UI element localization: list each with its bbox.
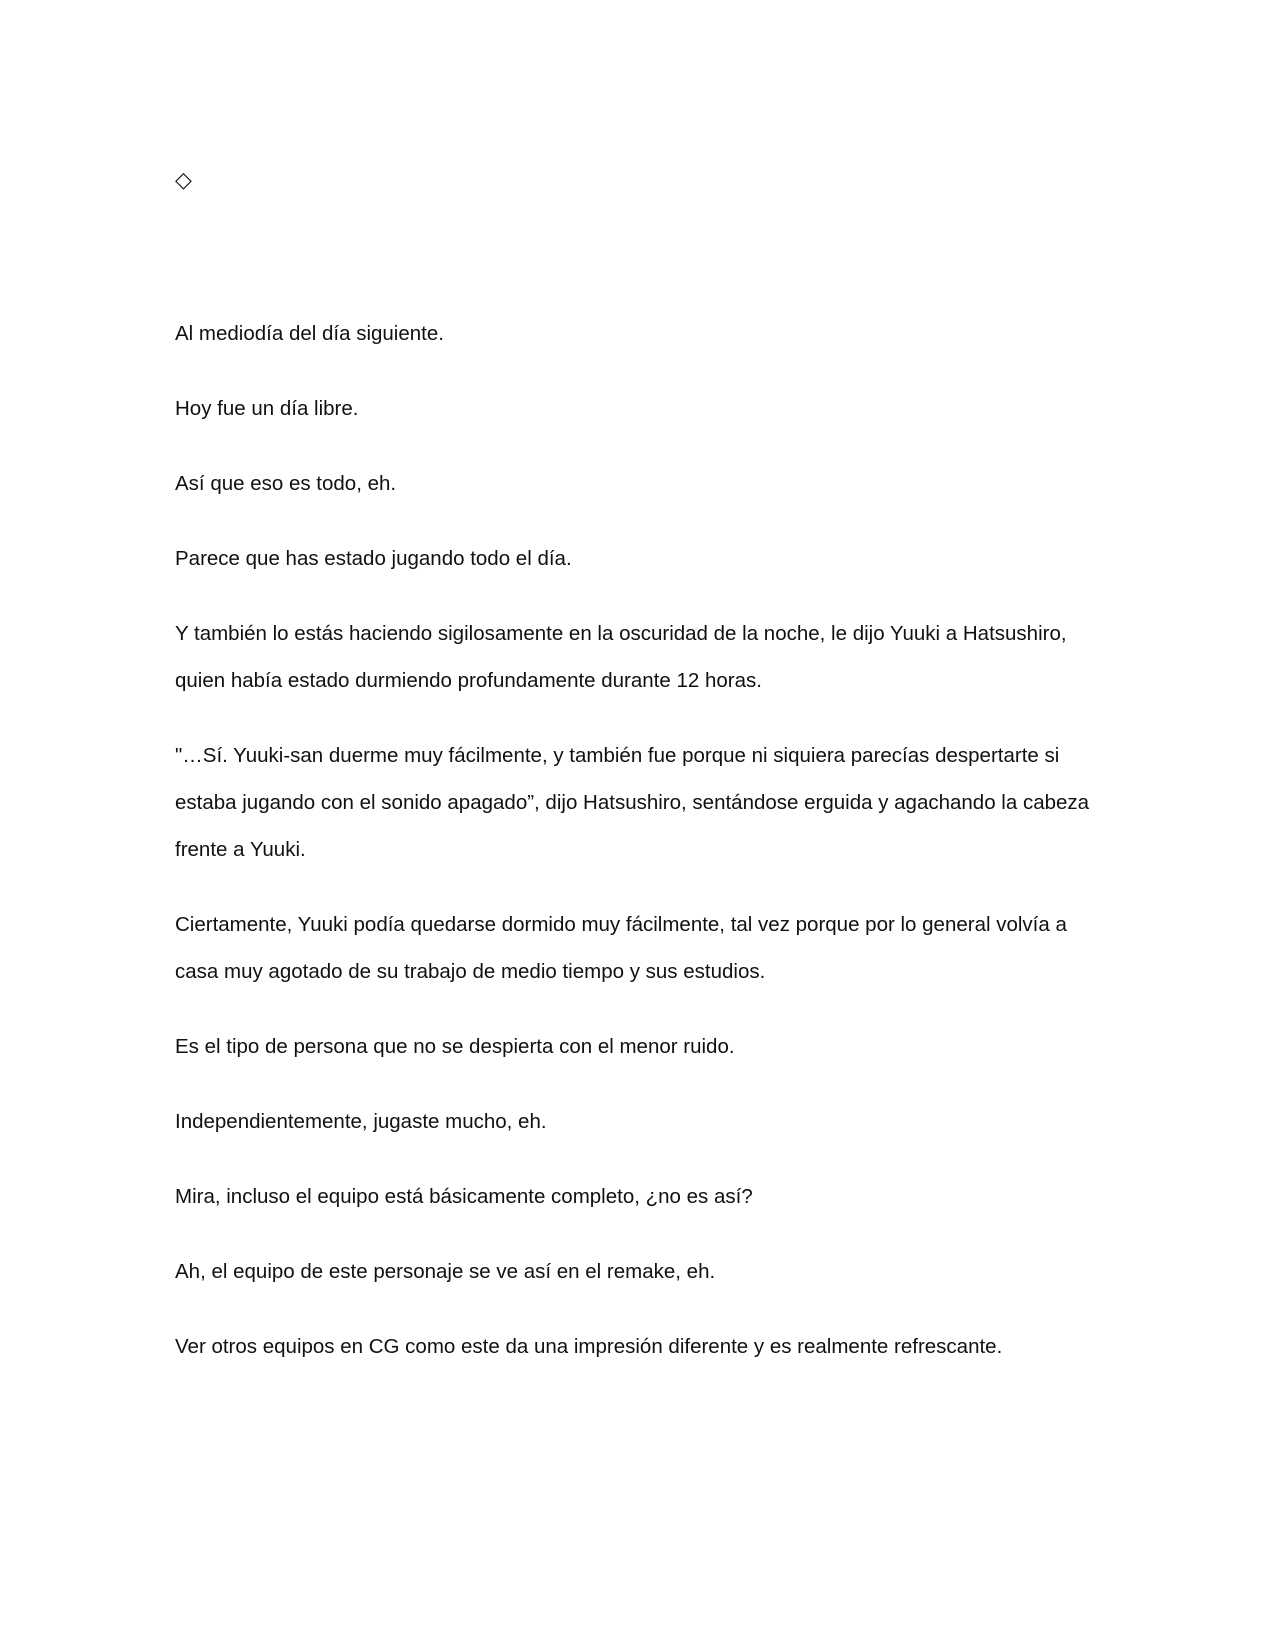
paragraph: Y también lo estás haciendo sigilosamente en la oscuridad de la noche, le dijo Yuuki a Hatsushiro, quien había estado durmiendo profundamente durante 12 horas. — [175, 622, 1067, 692]
paragraph: Parece que has estado jugando todo el día. — [175, 547, 572, 570]
paragraph: Ah, el equipo de este personaje se ve así en el remake, eh. — [175, 1260, 716, 1283]
paragraph: Mira, incluso el equipo está básicamente completo, ¿no es así? — [175, 1185, 753, 1208]
paragraph: Independientemente, jugaste mucho, eh. — [175, 1110, 547, 1133]
document-body — [175, 310, 1095, 1398]
paragraph: Ver otros equipos en CG como este da una impresión diferente y es realmente refrescante. — [175, 1335, 1003, 1358]
paragraph: "…Sí. Yuuki-san duerme muy fácilmente, y también fue porque ni siquiera parecías despertarte si estaba jugando con el sonido apagado”, dijo Hatsushiro, sentándose erguida y agachando la cabeza frente a Yuuki. — [175, 744, 1090, 861]
paragraph: Es el tipo de persona que no se despierta con el menor ruido. — [175, 1035, 735, 1058]
paragraph: Hoy fue un día libre. — [175, 397, 359, 420]
paragraph: Ciertamente, Yuuki podía quedarse dormido muy fácilmente, tal vez porque por lo general volvía a casa muy agotado de su trabajo de medio tiempo y sus estudios. — [175, 913, 1067, 983]
scene-separator-diamond-icon: ◇ — [175, 167, 192, 192]
paragraph: Al mediodía del día siguiente. — [175, 322, 444, 345]
paragraph: Así que eso es todo, eh. — [175, 472, 397, 495]
